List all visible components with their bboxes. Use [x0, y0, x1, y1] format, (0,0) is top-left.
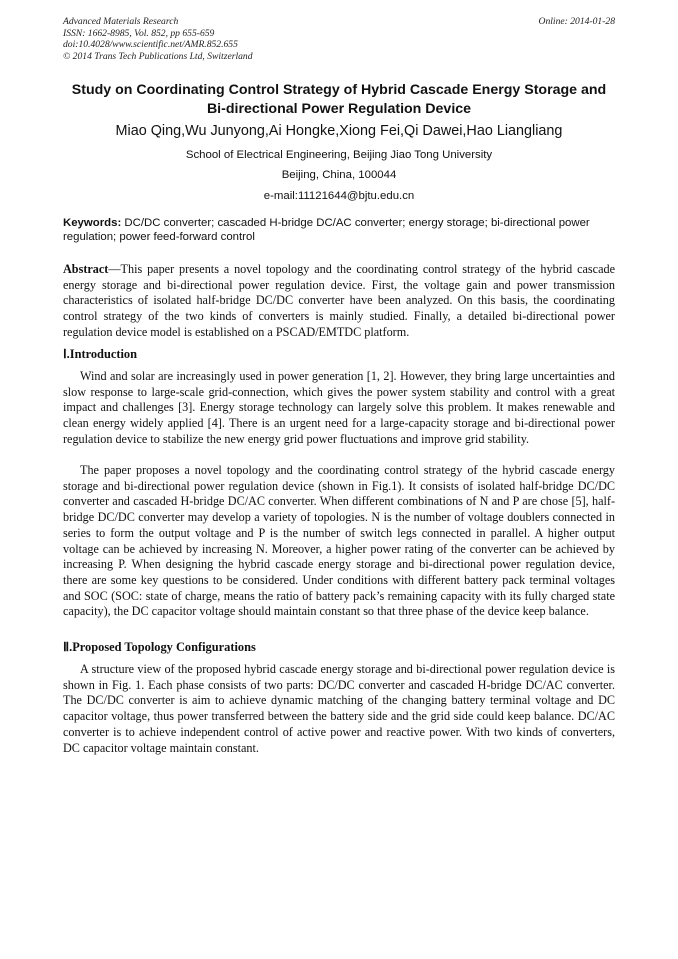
keywords	[63, 216, 617, 244]
abstract-label: Abstract	[63, 262, 109, 276]
paper-title: Study on Coordinating Control Strategy of Hybrid Cascade Energy Storage and Bi-directional Power Regulation Device	[71, 82, 607, 117]
section-heading-topology: Ⅱ.Proposed Topology Configurations	[63, 640, 256, 654]
journal-copyright: © 2014 Trans Tech Publications Ltd, Switzerland	[63, 50, 253, 62]
journal-doi: doi:10.4028/www.scientific.net/AMR.852.655	[63, 39, 238, 51]
topology-paragraph-1: A structure view of the proposed hybrid cascade energy storage and bi-directional power regulation device is shown in Fig. 1. Each phase consists of two parts: DC/DC converter and cascaded H-bridge DC/AC converter. The DC/DC converter is aim to achieve dynamic matching of the changing battery terminal voltage and DC capacitor voltage, thus power transferred between the battery side and the grid side could keep balance. DC/AC converter is to achieve independent control of active power and reactive power. With two kinds of converters, DC capacitor voltage maintain constant.	[63, 662, 615, 755]
online-date: Online: 2014-01-28	[538, 16, 615, 27]
author-list: Miao Qing,Wu Junyong,Ai Hongke,Xiong Fei,Qi Dawei,Hao Liangliang	[115, 123, 563, 139]
intro-paragraph-2: The paper proposes a novel topology and the coordinating control strategy of the hybrid cascade energy storage and bi-directional power regulation device (shown in Fig.1). It consists of isolated half-bridge DC/DC converter and cascaded H-bridge DC/AC converter. When different combinations of N and P are chose [5], half-bridge DC/DC converter may develop a variety of topologies. N is the number of voltage doublers connected in series to form the output voltage and P is the number of switch legs connected in parallel. A higher output voltage can be achieved by increasing N. Moreover, a higher power rating of the converter can be achieved by increasing P. When designing the hybrid cascade energy storage and bi-directional power regulation device, there are some key questions to be considered. Under conditions with different battery pack terminal voltages and SOC (SOC: state of charge, means the ratio of battery pack’s remaining capacity with its fully charged state capacity), the DC capacitor voltage should maintain constant so that three phase of the device keep balance.	[63, 463, 615, 619]
abstract-text: —This paper presents a novel topology and the coordinating control strategy of the hybrid cascade energy storage and bi-directional power regulation device. First, the voltage gain and power transmission characteristics of isolated half-bridge DC/DC converter have been analyzed. On this basis, the coordinating control strategy of the two kinds of converters is mainly studied. Finally, a detailed bi-directional power regulation device model is established on a PSCAD/EMTDC platform.	[63, 262, 615, 339]
journal-header	[63, 16, 615, 62]
journal-name: Advanced Materials Research	[63, 16, 179, 27]
keywords-label: Keywords:	[63, 217, 122, 229]
intro-paragraph-1: Wind and solar are increasingly used in power generation [1, 2]. However, they bring large uncertainties and slow response to large-scale grid-connection, which gives the power system stability and control with a great impact and challenges [3]. Energy storage technology can largely solve this problem. It makes renewable and clean energy widely applied [4]. There is an urgent need for a large-capacity storage and bi-directional power regulation device to stabilize the new energy grid power fluctuations and improve grid stability.	[63, 369, 615, 446]
keywords-text: DC/DC converter; cascaded H-bridge DC/AC converter; energy storage; bi-directional power regulation; power feed-forward control	[63, 217, 590, 243]
journal-issn: ISSN: 1662-8985, Vol. 852, pp 655-659	[63, 27, 215, 39]
affiliation-city: Beijing, China, 100044	[281, 169, 397, 181]
affiliation-email: e-mail:11121644@bjtu.edu.cn	[263, 190, 415, 202]
section-heading-introduction: Ⅰ.Introduction	[63, 347, 137, 361]
affiliation-school: School of Electrical Engineering, Beijing Jiao Tong University	[185, 149, 493, 161]
header-left	[63, 16, 615, 62]
abstract	[63, 262, 615, 341]
